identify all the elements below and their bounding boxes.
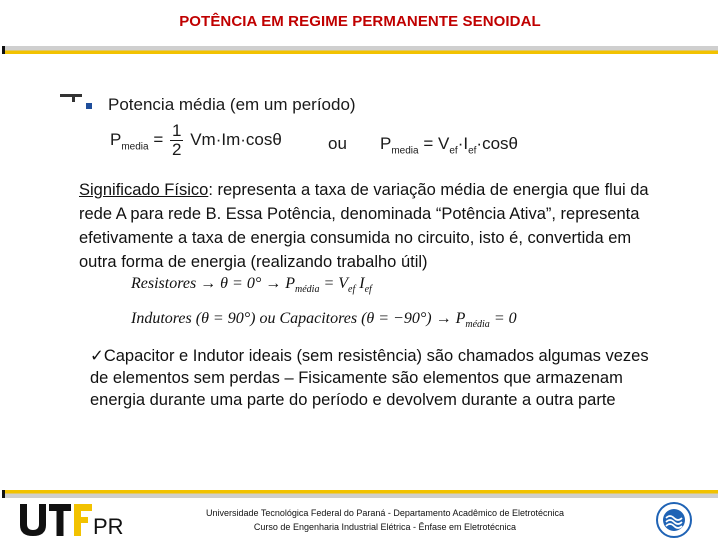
inductors-line: Indutores (θ = 90°) ou Capacitores (θ = −90°) → P [131, 310, 466, 327]
bullet-heading: Potencia média (em um período) [108, 95, 356, 114]
formula1-numerator: 1 [172, 121, 182, 140]
ideal-elements-text: Capacitor e Indutor ideais (sem resistência) são chamados algumas vezes de elementos sem perdas – Fisicamente são elementos que armazenam energia durante uma parte do período e devolvem durante a outra parte [90, 347, 649, 409]
logo-pr-text: PR [93, 514, 124, 536]
ideal-elements-note [90, 345, 670, 411]
corner-mark [60, 94, 82, 97]
footer-line-2: Curso de Engenharia Industrial Elétrica - Ênfase em Eletrotécnica [253, 522, 517, 532]
resistors-ef1: ef [348, 284, 356, 296]
formula1-eq: = [153, 129, 164, 149]
formula1-sub: media [121, 141, 149, 153]
resistors-sub: média [295, 284, 320, 296]
formula2-v: V [438, 134, 450, 153]
inductors-capacitors-equation [131, 310, 517, 330]
physical-meaning-label: Significado Físico [79, 181, 209, 199]
bottom-divider-bar [2, 490, 718, 498]
formula-average-power-rms [380, 134, 518, 156]
corner-mark-stem [72, 94, 75, 102]
formula-average-power-peak [110, 122, 282, 159]
check-icon: ✓ [90, 347, 104, 365]
inductors-end: = 0 [489, 310, 517, 327]
formula2-p: P [380, 134, 392, 153]
formula-ou: ou [328, 134, 347, 153]
physical-meaning-paragraph [79, 178, 659, 274]
footer [150, 506, 620, 534]
formula1-rest: Vm·Im·cosθ [190, 129, 282, 149]
formula1-fraction [170, 122, 183, 159]
inductors-sub: média [465, 319, 490, 331]
formula2-sub: media [391, 145, 419, 157]
utfpr-logo [18, 500, 128, 536]
formula2-eq: = [423, 134, 434, 153]
footer-line-1: Universidade Tecnológica Federal do Paraná - Departamento Acadêmico de Eletrotécnica [205, 508, 565, 518]
formula2-isub: ef [468, 145, 477, 157]
formula2-rest: ·cosθ [476, 134, 518, 153]
resistors-equation [131, 275, 372, 295]
formula1-p: P [110, 129, 122, 149]
resistors-i: I [355, 275, 365, 292]
department-seal-icon [656, 502, 692, 538]
physical-meaning-text: : representa a taxa de variação média de energia que flui da rede A para rede B. Essa Potência, denominada “Potência Ativa”, representa efetivamente a taxa de energia consumida no circuito, isto é, convertida em outra forma de energia (realizando trabalho útil) [79, 181, 649, 271]
formula2-vsub: ef [449, 145, 458, 157]
formula2-mid: ·I [457, 134, 469, 153]
bullet-square-icon [86, 103, 92, 109]
resistors-end: = V [319, 275, 349, 292]
resistors-line: Resistores → θ = 0° → P [131, 275, 296, 292]
formula1-denominator: 2 [172, 140, 182, 159]
resistors-ef2: ef [364, 284, 372, 296]
slide-title: POTÊNCIA EM REGIME PERMANENTE SENOIDAL [179, 13, 541, 30]
